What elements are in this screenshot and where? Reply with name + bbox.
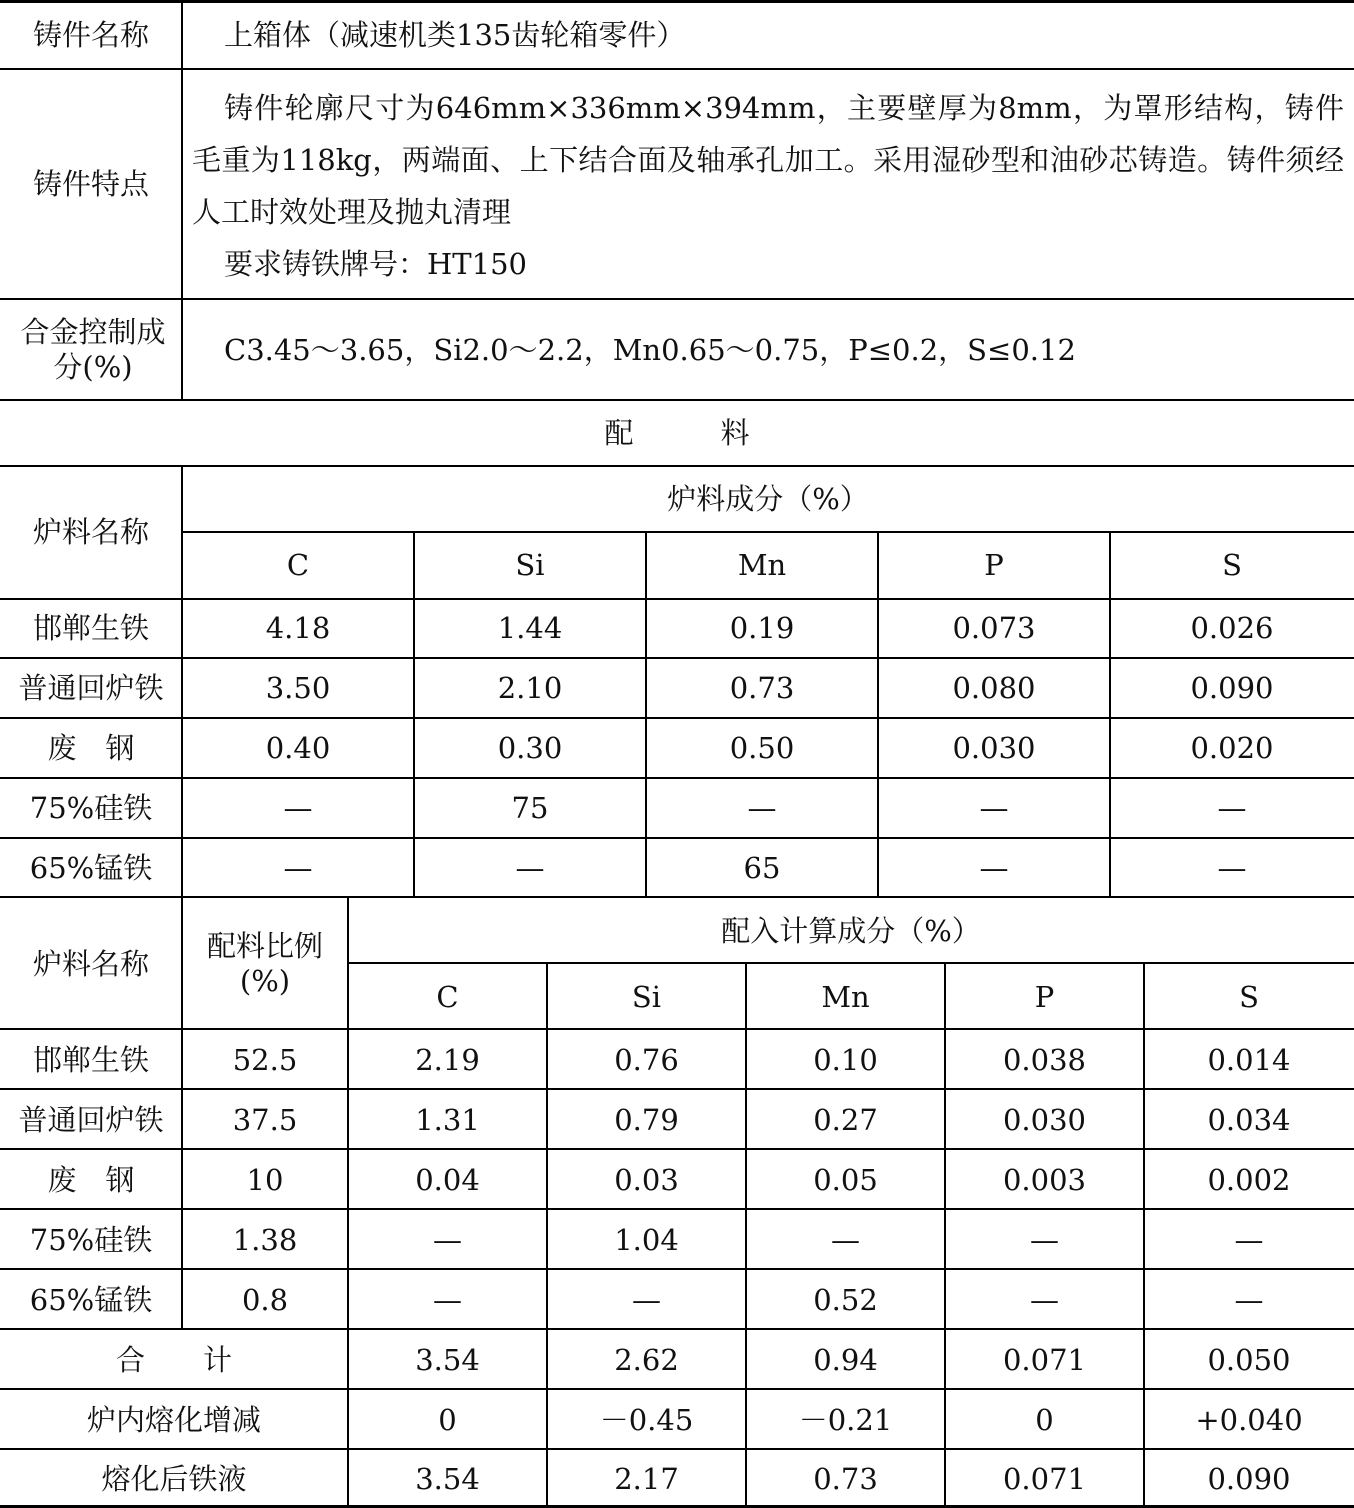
calc-col-header-si: Si: [631, 979, 662, 1014]
calc-name-header: 炉料名称: [32, 946, 149, 981]
calc-row-name: 废 钢: [47, 1162, 135, 1197]
charge-cell: —: [747, 790, 777, 825]
calc-cell: —: [1030, 1282, 1059, 1317]
calc-col-header-c: C: [436, 979, 459, 1014]
calc-cell: —: [433, 1282, 462, 1317]
summary-cell: 0.071: [1002, 1342, 1087, 1377]
calc-cell: 0.03: [614, 1162, 679, 1197]
calc-cell: 0.27: [813, 1102, 878, 1137]
calc-row-name: 邯郸生铁: [32, 1042, 149, 1077]
calc-row-ratio: 52.5: [232, 1042, 298, 1077]
charge-col-header-si: Si: [515, 547, 545, 582]
calc-cell: —: [433, 1222, 462, 1257]
calc-row-name: 65%锰铁: [29, 1282, 153, 1317]
charge-cell: 0.40: [265, 730, 331, 765]
calc-cell: 0.10: [813, 1042, 878, 1077]
charge-cell: 65: [743, 850, 781, 885]
charge-cell: 2.10: [497, 670, 563, 705]
calc-cell: 0.79: [614, 1102, 679, 1137]
charge-cell: 1.44: [497, 610, 563, 645]
charge-cell: 0.073: [952, 610, 1036, 645]
charge-cell: —: [979, 790, 1009, 825]
calc-row-ratio: 0.8: [241, 1282, 289, 1317]
summary-cell: 3.54: [415, 1342, 480, 1377]
summary-cell: 0: [1035, 1402, 1054, 1437]
calc-cell: 2.19: [415, 1042, 480, 1077]
calc-cell: —: [632, 1282, 661, 1317]
calc-col-header-mn: Mn: [821, 979, 870, 1014]
summary-row-label: 炉内熔化增减: [86, 1402, 261, 1437]
summary-cell: 0.050: [1207, 1342, 1291, 1377]
charge-cell: —: [283, 790, 313, 825]
summary-cell: 2.17: [614, 1461, 679, 1496]
charge-name-header: 炉料名称: [32, 514, 149, 549]
alloy-composition-value: C3.45～3.65，Si2.0～2.2，Mn0.65～0.75，P≤0.2，S≤0.12: [224, 332, 1076, 367]
charge-row-name: 废 钢: [47, 730, 135, 765]
summary-row-label: 熔化后铁液: [101, 1461, 247, 1496]
summary-cell: 0.071: [1002, 1461, 1087, 1496]
charge-cell: —: [283, 850, 313, 885]
calc-cell: 0.002: [1207, 1162, 1291, 1197]
charge-cell: 0.030: [952, 730, 1036, 765]
calc-cell: —: [831, 1222, 860, 1257]
calc-row-name: 普通回炉铁: [18, 1102, 164, 1137]
summary-cell: 0: [438, 1402, 457, 1437]
charge-col-header-mn: Mn: [737, 547, 787, 582]
charge-row-name: 普通回炉铁: [18, 670, 164, 705]
calc-cell: 0.76: [614, 1042, 679, 1077]
calc-row-ratio: 10: [246, 1162, 284, 1197]
calc-ratio-header: 配料比例(%): [206, 929, 323, 998]
alloy-composition-label: 合金控制成分(%): [20, 315, 166, 384]
charge-composition-header: 炉料成分（%）: [667, 481, 869, 516]
casting-feature-label: 铸件特点: [32, 166, 149, 201]
calc-cell: 0.05: [813, 1162, 878, 1197]
calc-col-header-s: S: [1239, 979, 1259, 1014]
calc-cell: 0.04: [415, 1162, 480, 1197]
summary-cell: 3.54: [415, 1461, 480, 1496]
calc-cell: 1.31: [415, 1102, 480, 1137]
summary-cell: －0.21: [798, 1402, 893, 1437]
charge-cell: —: [515, 850, 545, 885]
summary-cell: 0.090: [1207, 1461, 1291, 1496]
calc-cell: —: [1234, 1222, 1264, 1257]
charge-cell: 75: [511, 790, 549, 825]
calc-cell: 1.04: [614, 1222, 679, 1257]
charge-col-header-p: P: [984, 547, 1004, 582]
calc-row-ratio: 37.5: [232, 1102, 298, 1137]
charge-cell: —: [979, 850, 1009, 885]
calc-cell: 0.52: [813, 1282, 878, 1317]
casting-name-label: 铸件名称: [32, 17, 149, 52]
charge-row-name: 邯郸生铁: [32, 610, 149, 645]
casting-feature-description: [192, 82, 1344, 290]
charge-col-header-c: C: [286, 547, 310, 582]
charge-cell: 0.19: [729, 610, 795, 645]
charge-row-name: 75%硅铁: [29, 790, 153, 825]
charge-cell: 0.080: [952, 670, 1036, 705]
charge-cell: 0.020: [1190, 730, 1274, 765]
calc-cell: 0.034: [1207, 1102, 1291, 1137]
charge-cell: —: [1217, 790, 1247, 825]
calc-row-ratio: 1.38: [232, 1222, 298, 1257]
summary-cell: +0.040: [1195, 1402, 1303, 1437]
charge-cell: 4.18: [265, 610, 331, 645]
calc-cell: —: [1234, 1282, 1264, 1317]
charge-cell: 0.30: [497, 730, 563, 765]
summary-row-label: 合 计: [115, 1342, 232, 1377]
calc-cell: 0.030: [1002, 1102, 1087, 1137]
calc-cell: 0.014: [1207, 1042, 1291, 1077]
grade-requirement: 要求铸铁牌号：HT150: [224, 247, 527, 281]
calc-cell: —: [1030, 1222, 1059, 1257]
grid-line: [0, 68, 1354, 70]
charge-cell: 3.50: [265, 670, 331, 705]
charge-cell: 0.026: [1190, 610, 1274, 645]
feature-text: 铸件轮廓尺寸为646mm×336mm×394mm，主要壁厚为8mm，为罩形结构，铸件毛重为118kg，两端面、上下结合面及轴承孔加工。采用湿砂型和油砂芯铸造。铸件须经人工时效处理及抛丸清理: [192, 91, 1344, 229]
charge-cell: 0.090: [1190, 670, 1274, 705]
summary-cell: 0.94: [813, 1342, 878, 1377]
summary-cell: －0.45: [599, 1402, 694, 1437]
calc-composition-header: 配入计算成分（%）: [721, 913, 981, 948]
summary-cell: 2.62: [614, 1342, 679, 1377]
charge-col-header-s: S: [1222, 547, 1242, 582]
calc-col-header-p: P: [1034, 979, 1055, 1014]
charge-cell: 0.73: [729, 670, 795, 705]
calc-cell: 0.038: [1002, 1042, 1087, 1077]
summary-cell: 0.73: [813, 1461, 878, 1496]
charge-cell: —: [1217, 850, 1247, 885]
charge-cell: 0.50: [729, 730, 795, 765]
casting-name-value: 上箱体（减速机类135齿轮箱零件）: [224, 17, 686, 52]
batching-section-title: 配 料: [604, 415, 750, 450]
calc-row-name: 75%硅铁: [29, 1222, 153, 1257]
charge-row-name: 65%锰铁: [29, 850, 153, 885]
calc-cell: 0.003: [1002, 1162, 1087, 1197]
